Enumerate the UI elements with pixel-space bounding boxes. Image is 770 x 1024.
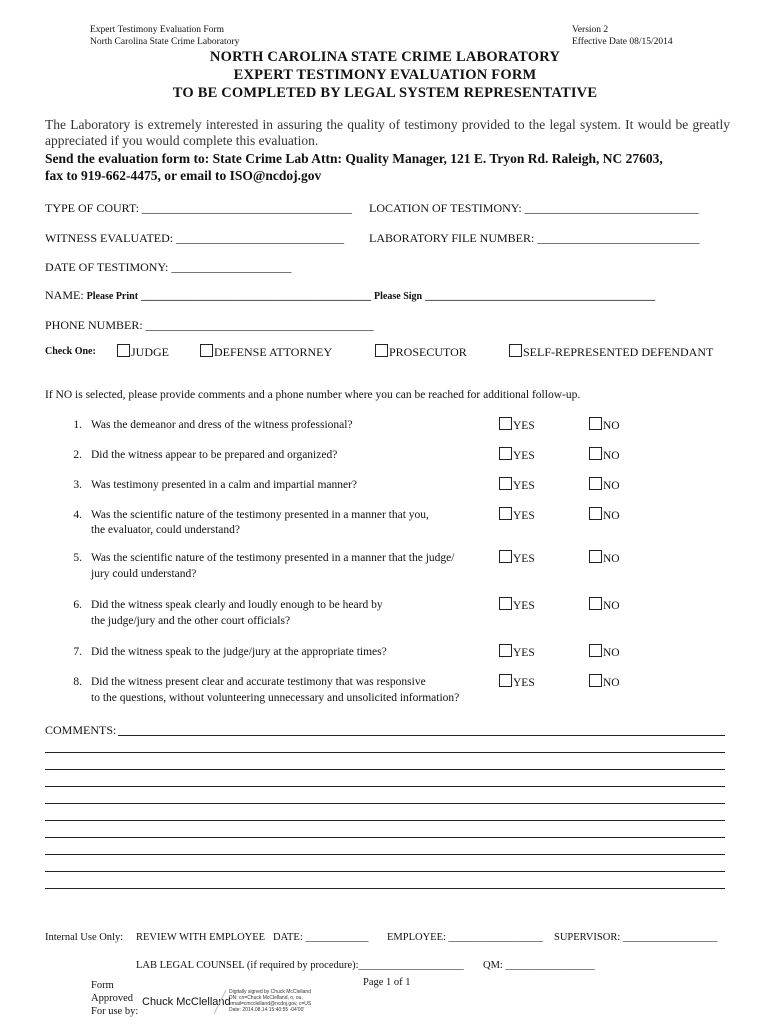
no-option[interactable]: NO xyxy=(589,507,620,525)
comments-line[interactable] xyxy=(45,854,725,855)
signature-mark-icon xyxy=(212,988,228,1016)
prosecutor-label: PROSECUTOR xyxy=(389,345,467,359)
comments-line[interactable] xyxy=(45,871,725,872)
yes-option[interactable]: YES xyxy=(499,477,535,495)
please-sign-label: Please Sign xyxy=(374,291,423,302)
review-with-employee-label: REVIEW WITH EMPLOYEE xyxy=(136,932,266,943)
no-checkbox[interactable] xyxy=(589,447,602,460)
no-checkbox[interactable] xyxy=(589,550,602,563)
no-option[interactable]: NO xyxy=(589,674,620,692)
question-number: 7. xyxy=(73,646,82,658)
no-checkbox[interactable] xyxy=(589,507,602,520)
defense-attorney-checkbox[interactable] xyxy=(200,344,213,357)
question-row xyxy=(0,507,770,541)
question-text-continued: jury could understand? xyxy=(91,568,197,580)
no-option[interactable]: NO xyxy=(589,447,620,465)
question-text-continued: the evaluator, could understand? xyxy=(91,524,240,536)
for-use-by-label: For use by: xyxy=(91,1006,139,1017)
form-label: Form xyxy=(91,980,114,991)
question-row xyxy=(0,550,770,584)
no-option[interactable]: NO xyxy=(589,550,620,568)
question-number: 2. xyxy=(73,449,82,461)
option-self-represented[interactable] xyxy=(509,344,713,359)
digital-signature-line: DN: cn=Chuck McClelland, o, ou, xyxy=(229,995,303,1001)
yes-checkbox[interactable] xyxy=(499,597,512,610)
if-no-instructions: If NO is selected, please provide comments and a phone number where you can be reached for additional follow-up. xyxy=(45,389,581,401)
judge-checkbox[interactable] xyxy=(117,344,130,357)
legal-counsel-field[interactable]: LAB LEGAL COUNSEL (if required by procedure):____________________ xyxy=(136,960,464,971)
digital-signature-line: email=cmcclelland@ncdoj.gov, c=US xyxy=(229,1001,312,1007)
digital-signature-block xyxy=(229,989,311,1013)
option-prosecutor[interactable] xyxy=(375,344,467,359)
send-instructions-line-1: Send the evaluation form to: State Crime Lab Attn: Quality Manager, 121 E. Tryon Rd. Raleigh, NC 27603, xyxy=(45,151,663,166)
question-number: 1. xyxy=(73,419,82,431)
judge-label: JUDGE xyxy=(131,345,169,359)
question-row xyxy=(0,597,770,631)
comments-line[interactable] xyxy=(45,803,725,804)
no-checkbox[interactable] xyxy=(589,597,602,610)
qm-field[interactable]: QM: _________________ xyxy=(483,960,595,971)
question-row xyxy=(0,674,770,708)
comments-line[interactable] xyxy=(45,769,725,770)
question-text-continued: to the questions, without volunteering unnecessary and unsolicited information? xyxy=(91,692,460,704)
title-line-1: NORTH CAROLINA STATE CRIME LABORATORY xyxy=(209,49,561,65)
question-text: Did the witness speak clearly and loudly enough to be heard by xyxy=(91,599,383,611)
self-represented-label: SELF-REPRESENTED DEFENDANT xyxy=(523,345,714,359)
comments-label: COMMENTS: xyxy=(45,723,117,737)
no-option[interactable]: NO xyxy=(589,597,620,615)
question-row xyxy=(0,447,770,481)
digital-signature-line: Date: 2014.08.14 15:40:55 -04'00' xyxy=(229,1007,305,1013)
option-defense-attorney[interactable] xyxy=(200,344,332,359)
comments-line[interactable] xyxy=(118,735,725,736)
type-of-court-field[interactable]: TYPE OF COURT: ___________________________________ xyxy=(45,201,353,215)
question-text: Was the scientific nature of the testimony presented in a manner that you, xyxy=(91,509,429,521)
question-text: Did the witness appear to be prepared and organized? xyxy=(91,449,338,461)
signer-name: Chuck McClelland xyxy=(142,996,231,1008)
self-represented-checkbox[interactable] xyxy=(509,344,522,357)
question-number: 6. xyxy=(73,599,82,611)
date-of-testimony-field[interactable]: DATE OF TESTIMONY: ____________________ xyxy=(45,260,292,274)
question-number: 5. xyxy=(73,552,82,564)
yes-option[interactable]: YES xyxy=(499,550,535,568)
question-text-continued: the judge/jury and the other court officials? xyxy=(91,615,291,627)
question-text: Was testimony presented in a calm and impartial manner? xyxy=(91,479,358,491)
yes-option[interactable]: YES xyxy=(499,597,535,615)
header-effective-date: Effective Date 08/15/2014 xyxy=(572,37,673,47)
question-row xyxy=(0,644,770,664)
question-row xyxy=(0,417,770,451)
yes-checkbox[interactable] xyxy=(499,674,512,687)
review-date-field[interactable]: DATE: ____________ xyxy=(273,932,369,943)
yes-option[interactable]: YES xyxy=(499,447,535,465)
digital-signature-line: Digitally signed by Chuck McClelland xyxy=(229,989,311,995)
question-text: Did the witness speak to the judge/jury at the appropriate times? xyxy=(91,646,387,658)
header-version: Version 2 xyxy=(572,25,609,35)
yes-checkbox[interactable] xyxy=(499,477,512,490)
comments-line[interactable] xyxy=(45,837,725,838)
intro-paragraph: The Laboratory is extremely interested in assuring the quality of testimony provided to the legal system. It would be greatly appreciated if you would complete this evaluation. xyxy=(45,117,730,148)
no-checkbox[interactable] xyxy=(589,674,602,687)
yes-option[interactable]: YES xyxy=(499,417,535,435)
comments-line[interactable] xyxy=(45,820,725,821)
print-name-field[interactable]: ______________________________________________ xyxy=(141,291,372,302)
comments-line[interactable] xyxy=(45,888,725,889)
no-option[interactable]: NO xyxy=(589,417,620,435)
comments-line[interactable] xyxy=(45,752,725,753)
header-form-name: Expert Testimony Evaluation Form xyxy=(90,25,224,35)
option-judge[interactable] xyxy=(117,344,169,359)
employee-field[interactable]: EMPLOYEE: __________________ xyxy=(387,932,544,943)
header-lab-name: North Carolina State Crime Laboratory xyxy=(90,37,240,47)
laboratory-file-number-field[interactable]: LABORATORY FILE NUMBER: ___________________________ xyxy=(369,231,700,245)
no-checkbox[interactable] xyxy=(589,477,602,490)
internal-use-label: Internal Use Only: xyxy=(45,932,124,943)
signature-field[interactable]: ______________________________________________ xyxy=(425,291,656,302)
please-print-label: Please Print xyxy=(86,291,139,302)
no-option[interactable]: NO xyxy=(589,477,620,495)
question-text: Was the scientific nature of the testimony presented in a manner that the judge/ xyxy=(91,552,455,564)
question-text: Was the demeanor and dress of the witness professional? xyxy=(91,419,353,431)
title-line-2: EXPERT TESTIMONY EVALUATION FORM xyxy=(233,67,537,83)
title-line-3: TO BE COMPLETED BY LEGAL SYSTEM REPRESENTATIVE xyxy=(172,85,598,101)
yes-option[interactable]: YES xyxy=(499,507,535,525)
phone-number-field[interactable]: PHONE NUMBER: ______________________________________ xyxy=(45,318,374,332)
supervisor-field[interactable]: SUPERVISOR: __________________ xyxy=(554,932,718,943)
location-of-testimony-field[interactable]: LOCATION OF TESTIMONY: _____________________________ xyxy=(369,201,699,215)
question-text: Did the witness present clear and accurate testimony that was responsive xyxy=(91,676,426,688)
prosecutor-checkbox[interactable] xyxy=(375,344,388,357)
no-checkbox[interactable] xyxy=(589,417,602,430)
yes-checkbox[interactable] xyxy=(499,507,512,520)
question-number: 8. xyxy=(73,676,82,688)
page-number: Page 1 of 1 xyxy=(363,977,411,988)
defense-attorney-label: DEFENSE ATTORNEY xyxy=(214,345,333,359)
yes-checkbox[interactable] xyxy=(499,417,512,430)
check-one-label: Check One: xyxy=(45,346,96,357)
approved-label: Approved xyxy=(91,993,133,1004)
comments-line[interactable] xyxy=(45,786,725,787)
send-instructions-line-2: fax to 919-662-4475, or email to ISO@ncdoj.gov xyxy=(45,168,322,183)
yes-option[interactable]: YES xyxy=(499,674,535,692)
question-number: 3. xyxy=(73,479,82,491)
yes-checkbox[interactable] xyxy=(499,550,512,563)
no-checkbox[interactable] xyxy=(589,644,602,657)
question-number: 4. xyxy=(73,509,82,521)
witness-evaluated-field[interactable]: WITNESS EVALUATED: ____________________________ xyxy=(45,231,345,245)
no-option[interactable]: NO xyxy=(589,644,620,662)
yes-checkbox[interactable] xyxy=(499,447,512,460)
yes-option[interactable]: YES xyxy=(499,644,535,662)
name-row xyxy=(45,288,655,304)
yes-checkbox[interactable] xyxy=(499,644,512,657)
name-label: NAME: xyxy=(45,288,84,302)
question-row xyxy=(0,477,770,511)
